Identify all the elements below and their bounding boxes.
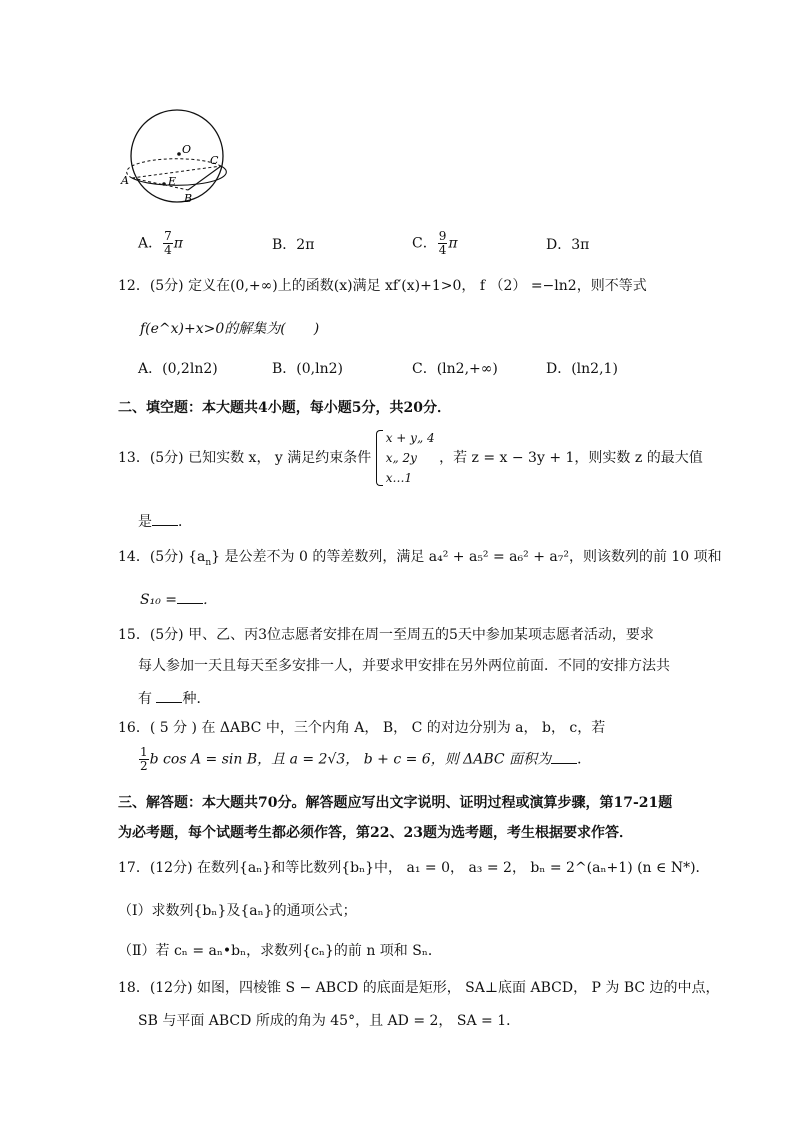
- section3-heading-line1: 三、解答题：本大题共70分。解答题应写出文字说明、证明过程或演算步骤，第17-21题: [118, 795, 673, 811]
- q12-option-b: B．(0,ln2): [272, 361, 343, 377]
- q18-line1: 18．(12分) 如图，四棱锥 S − ABCD 的底面是矩形， SA⊥底面 ABCD， P 为 BC 边的中点，: [118, 980, 720, 996]
- q12-line2: f(e^x)+x>0的解集为( ): [140, 321, 320, 337]
- q12-line1: 12．(5分) 定义在(0,+∞)上的函数(x)满足 xf′(x)+1>0， f （2） =−ln2，则不等式: [118, 278, 647, 294]
- sphere-figure: [118, 106, 238, 206]
- q11-c-fraction: $\frac{9}{4}$: [438, 229, 447, 257]
- section3-heading-line2: 为必考题，每个试题考生都必须作答，第22、23题为选考题，考生根据要求作答．: [118, 825, 633, 841]
- q16-line2: $\frac{1}{2}$ b cos A = sin B，且 a = 2√3， b + c = 6，则 ΔABC 面积为 ．: [140, 745, 592, 773]
- q13-line1: 13．(5分) 已知实数 x， y 满足约束条件 x + y„ 4 x„ 2y x…1 ，若 z = x − 3y + 1，则实数 z 的最大值: [118, 428, 703, 488]
- section2-heading: 二、填空题：本大题共4小题，每小题5分，共20分．: [118, 400, 451, 416]
- q17-part1: （Ⅰ）求数列{bₙ}及{aₙ}的通项公式；: [118, 903, 357, 919]
- label-E: E: [168, 175, 177, 188]
- q15-line1: 15．(5分) 甲、乙、丙3位志愿者安排在周一至周五的5天中参加某项志愿者活动，要求: [118, 627, 654, 643]
- q17-line1: 17．(12分) 在数列{aₙ}和等比数列{bₙ}中， a₁ = 0， a₃ = 2， bₙ = 2^(aₙ+1) (n ∈ N*)．: [118, 860, 710, 876]
- q13-constraints: x + y„ 4 x„ 2y x…1: [376, 428, 435, 488]
- label-C: C: [210, 154, 219, 167]
- q13-line2: 是 ．: [138, 514, 192, 530]
- q11-option-d: D．3π: [546, 237, 590, 253]
- q14-line2: S₁₀ = ．: [140, 592, 217, 608]
- q12-option-a: A．(0,2ln2): [138, 361, 218, 377]
- q14-line1: 14．(5分) $\{a_n\}$ 是公差不为 0 的等差数列，满足 a₄² + a₅² = a₆² + a₇²，则该数列的前 10 项和: [118, 549, 722, 568]
- label-O: O: [182, 143, 192, 156]
- q12-option-c: C．(ln2,+∞): [412, 361, 498, 377]
- q11-option-b: B．2π: [272, 237, 315, 253]
- q16-line1: 16．( 5 分 ) 在 ΔABC 中，三个内角 A， B， C 的对边分别为 a， b， c，若: [118, 720, 606, 736]
- q16-fraction: $\frac{1}{2}$: [140, 745, 148, 773]
- label-A: A: [121, 174, 129, 187]
- q13-blank: [152, 513, 178, 526]
- q15-line3: 有 种．: [138, 691, 211, 707]
- label-B: B: [184, 192, 193, 205]
- q15-blank: [156, 690, 182, 703]
- q12-option-d: D．(ln2,1): [546, 361, 618, 377]
- q11-option-c: C． $\frac{9}{4}$ π: [412, 229, 458, 257]
- q16-blank: [551, 751, 577, 764]
- q17-part2: （Ⅱ）若 cₙ = aₙ•bₙ，求数列{cₙ}的前 n 项和 Sₙ．: [118, 943, 442, 959]
- q11-option-a: A． $\frac{7}{4}$ π: [138, 229, 183, 257]
- q11-a-fraction: $\frac{7}{4}$: [164, 229, 172, 257]
- q18-line2: SB 与平面 ABCD 所成的角为 45°，且 AD = 2， SA = 1．: [138, 1013, 521, 1029]
- q14-blank: [177, 591, 203, 604]
- q15-line2: 每人参加一天且每天至多安排一人，并要求甲安排在另外两位前面．不同的安排方法共: [138, 658, 670, 674]
